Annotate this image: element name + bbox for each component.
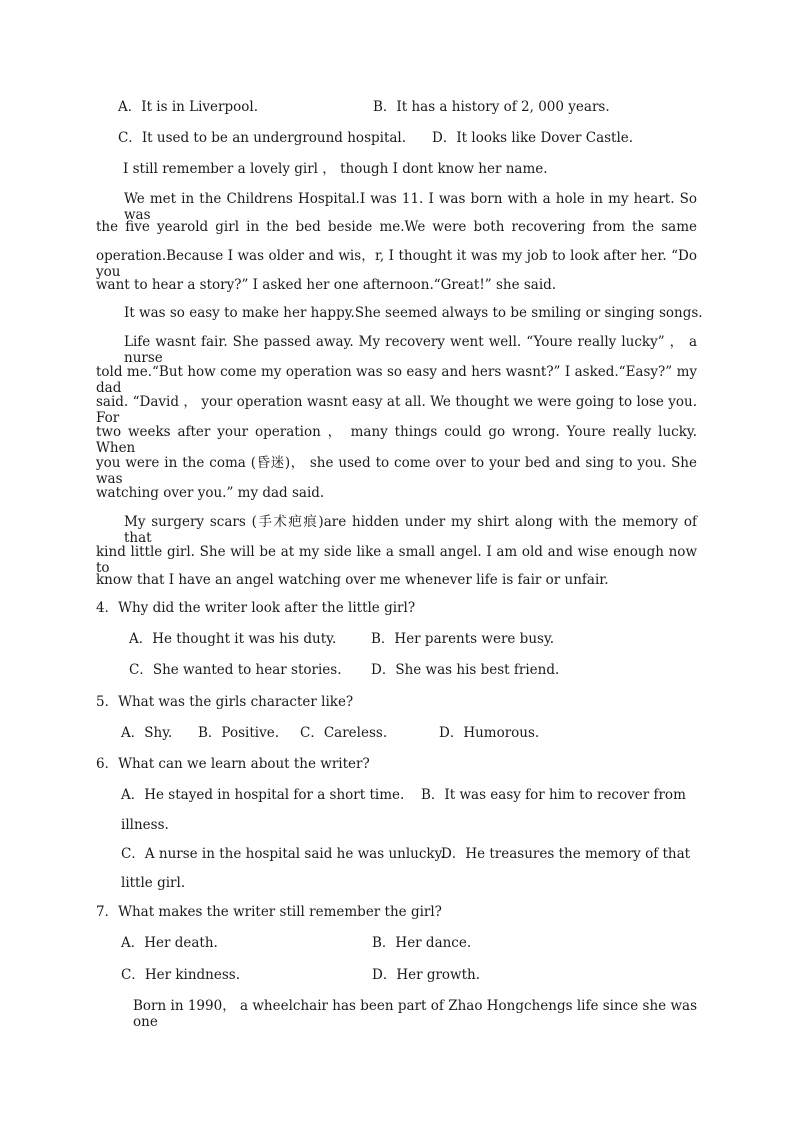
prev-option-d: D．It looks like Dover Castle. [432,130,634,146]
question-4-option-a: A．He thought it was his duty. [129,631,337,647]
passage-line: It was so easy to make her happy.She seemed always to be smiling or singing songs. [124,305,703,321]
passage-line: I still remember a lovely girl ， though I dont know her name. [123,161,548,177]
passage-line: told me.“But how come my operation was so easy and hers wasnt?” I asked.“Easy?” my dad [96,364,697,396]
question-5-stem: 5．What was the girls character like? [96,694,354,710]
question-5-option-b: B．Positive. [198,725,279,741]
passage-line: said. “David ， your operation wasnt easy at all. We thought we were going to lose you. For [96,394,697,426]
question-4-option-d: D．She was his best friend. [371,662,560,678]
passage-line: the five yearold girl in the bed beside me.We were both recovering from the same [96,219,697,235]
question-6-option-b-cont: illness. [121,817,169,833]
question-6-option-d-cont: little girl. [121,875,186,891]
question-7-option-a: A．Her death. [121,935,218,951]
question-4-option-b: B．Her parents were busy. [371,631,555,647]
question-6-stem: 6．What can we learn about the writer? [96,756,370,772]
prev-option-b: B．It has a history of 2, 000 years. [373,99,610,115]
passage-line: My surgery scars (手术疤痕)are hidden under my shirt along with the memory of that [124,514,697,546]
passage-line: want to hear a story?” I asked her one afternoon.“Great!” she said. [96,277,557,293]
passage-line: two weeks after your operation ， many things could go wrong. Youre really lucky. When [96,424,697,456]
question-6-option-a: A．He stayed in hospital for a short time. [121,787,405,803]
passage-line: watching over you.” my dad said. [96,485,325,501]
question-4-stem: 4．Why did the writer look after the little girl? [96,600,416,616]
question-5-option-c: C．Careless. [300,725,388,741]
passage-line: operation.Because I was older and wis，r, I thought it was my job to look after her. “Do you [96,248,697,280]
question-7-stem: 7．What makes the writer still remember the girl? [96,904,442,920]
next-passage-line: Born in 1990， a wheelchair has been part of Zhao Hongchengs life since she was one [133,998,697,1030]
question-6-option-b: B．It was easy for him to recover from [421,787,686,803]
question-7-option-d: D．Her growth. [372,967,481,983]
question-7-option-b: B．Her dance. [372,935,472,951]
question-6-option-d: D．He treasures the memory of that [441,846,691,862]
question-5-option-a: A．Shy. [121,725,173,741]
question-6-option-c: C．A nurse in the hospital said he was unlucky. [121,846,445,862]
passage-line: know that I have an angel watching over me whenever life is fair or unfair. [96,572,609,588]
prev-option-a: A．It is in Liverpool. [118,99,258,115]
passage-line: kind little girl. She will be at my side like a small angel. I am old and wise enough now to [96,544,697,576]
question-5-option-d: D．Humorous. [439,725,540,741]
passage-line: you were in the coma (昏迷)， she used to come over to your bed and sing to you. She was [96,455,697,487]
prev-option-c: C．It used to be an underground hospital. [118,130,407,146]
question-4-option-c: C．She wanted to hear stories. [129,662,342,678]
question-7-option-c: C．Her kindness. [121,967,241,983]
passage-line: Life wasnt fair. She passed away. My recovery went well. “Youre really lucky” ， a nurse [124,334,697,366]
passage-line: We met in the Childrens Hospital.I was 11. I was born with a hole in my heart. So was [124,191,697,223]
